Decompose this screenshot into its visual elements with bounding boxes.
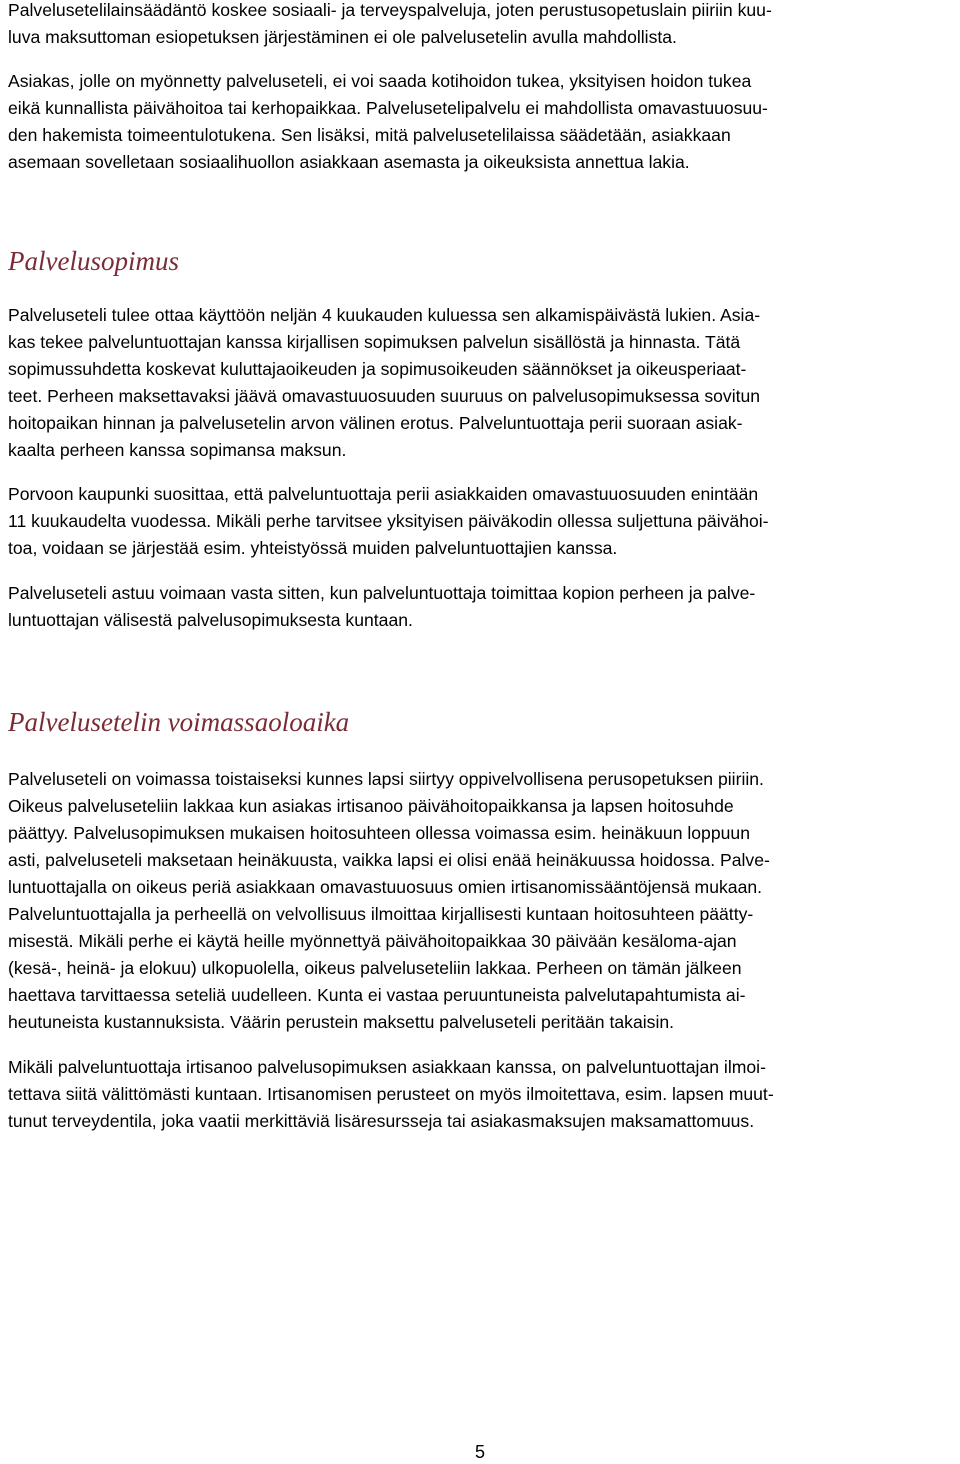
section2-paragraph-1 (8, 766, 948, 1036)
text-line: Palveluntuottajalla ja perheellä on velvollisuus ilmoittaa kirjallisesti kuntaan hoitosuhteen päätty- (8, 904, 754, 924)
text-line: Asiakas, jolle on myönnetty palveluseteli, ei voi saada kotihoidon tukea, yksityisen hoidon tukea (8, 71, 752, 91)
text-line: 11 kuukaudelta vuodessa. Mikäli perhe tarvitsee yksityisen päiväkodin ollessa suljettuna päivähoi- (8, 511, 769, 531)
text-line: haettava tarvittaessa seteliä uudelleen. Kunta ei vastaa peruuntuneista palvelutapahtumista ai- (8, 985, 746, 1005)
section-heading-palvelusopimus: Palvelusopimus (8, 246, 179, 276)
text-line: päättyy. Palvelusopimuksen mukaisen hoitosuhteen ollessa voimassa esim. heinäkuun loppuun (8, 823, 750, 843)
text-line: toa, voidaan se järjestää esim. yhteistyössä muiden palveluntuottajien kanssa. (8, 538, 618, 558)
section-heading-voimassaoloaika: Palvelusetelin voimassaoloaika (8, 707, 350, 737)
text-line: heutuneista kustannuksista. Väärin perustein maksettu palveluseteli peritään takaisin. (8, 1012, 675, 1032)
text-line: Palveluseteli on voimassa toistaiseksi kunnes lapsi siirtyy oppivelvollisena perusopetuksen piiriin. (8, 769, 764, 789)
text-line: sopimussuhdetta koskevat kuluttajaoikeuden ja sopimusoikeuden säännökset ja oikeusperiaat- (8, 359, 747, 379)
text-line: asemaan sovelletaan sosiaalihuollon asiakkaan asemasta ja oikeuksista annettua lakia. (8, 152, 690, 172)
document-page (8, 0, 948, 1135)
text-line: luva maksuttoman esiopetuksen järjestäminen ei ole palvelusetelin avulla mahdollista. (8, 27, 677, 47)
section1-paragraph-3 (8, 580, 948, 634)
text-line: Porvoon kaupunki suosittaa, että palveluntuottaja perii asiakkaiden omavastuuosuuden enintään (8, 484, 759, 504)
section1-paragraph-1 (8, 302, 948, 464)
intro-paragraph-1 (8, 0, 948, 51)
text-line: (kesä-, heinä- ja elokuu) ulkopuolella, oikeus palveluseteliin lakkaa. Perheen on tämän jälkeen (8, 958, 742, 978)
section2-paragraph-2 (8, 1054, 948, 1135)
text-line: Palvelusetelilainsäädäntö koskee sosiaali- ja terveyspalveluja, joten perustusopetuslain piiriin kuu- (8, 0, 772, 20)
text-line: den hakemista toimeentulotukena. Sen lisäksi, mitä palvelusetelilaissa säädetään, asiakkaan (8, 125, 731, 145)
text-line: teet. Perheen maksettavaksi jäävä omavastuuosuuden suuruus on palvelusopimuksessa sovitun (8, 386, 761, 406)
text-line: Palveluseteli tulee ottaa käyttöön neljän 4 kuukauden kuluessa sen alkamispäivästä lukien. Asia- (8, 305, 761, 325)
text-line: misestä. Mikäli perhe ei käytä heille myönnettyä päivähoitopaikkaa 30 päivään kesäloma-ajan (8, 931, 737, 951)
text-line: luntuottajan välisestä palvelusopimuksesta kuntaan. (8, 610, 413, 630)
text-line: kas tekee palveluntuottajan kanssa kirjallisen sopimuksen palvelun sisällöstä ja hinnasta. Tätä (8, 332, 741, 352)
text-line: asti, palveluseteli maksetaan heinäkuusta, vaikka lapsi ei olisi enää heinäkuussa hoidossa. Palve- (8, 850, 770, 870)
text-line: eikä kunnallista päivähoitoa tai kerhopaikkaa. Palvelusetelipalvelu ei mahdollista omavastuuosuu- (8, 98, 768, 118)
text-line: tunut terveydentila, joka vaatii merkittäviä lisäresursseja tai asiakasmaksujen maksamattomuus. (8, 1111, 755, 1131)
text-line: tettava siitä välittömästi kuntaan. Irtisanomisen perusteet on myös ilmoitettava, esim. lapsen muut- (8, 1084, 774, 1104)
text-line: kaalta perheen kanssa sopimansa maksun. (8, 440, 347, 460)
page-number: 5 (474, 1442, 485, 1462)
section1-paragraph-2 (8, 481, 948, 562)
text-line: hoitopaikan hinnan ja palvelusetelin arvon välinen erotus. Palveluntuottaja perii suoraan asiak- (8, 413, 743, 433)
text-line: Mikäli palveluntuottaja irtisanoo palvelusopimuksen asiakkaan kanssa, on palveluntuottajan ilmoi- (8, 1057, 766, 1077)
text-line: Oikeus palveluseteliin lakkaa kun asiakas irtisanoo päivähoitopaikkansa ja lapsen hoitosuhde (8, 796, 734, 816)
text-line: Palveluseteli astuu voimaan vasta sitten, kun palveluntuottaja toimittaa kopion perheen ja palve- (8, 583, 756, 603)
intro-paragraph-2 (8, 68, 948, 176)
text-line: luntuottajalla on oikeus periä asiakkaan omavastuuosuus omien irtisanomissääntöjensä mukaan. (8, 877, 763, 897)
